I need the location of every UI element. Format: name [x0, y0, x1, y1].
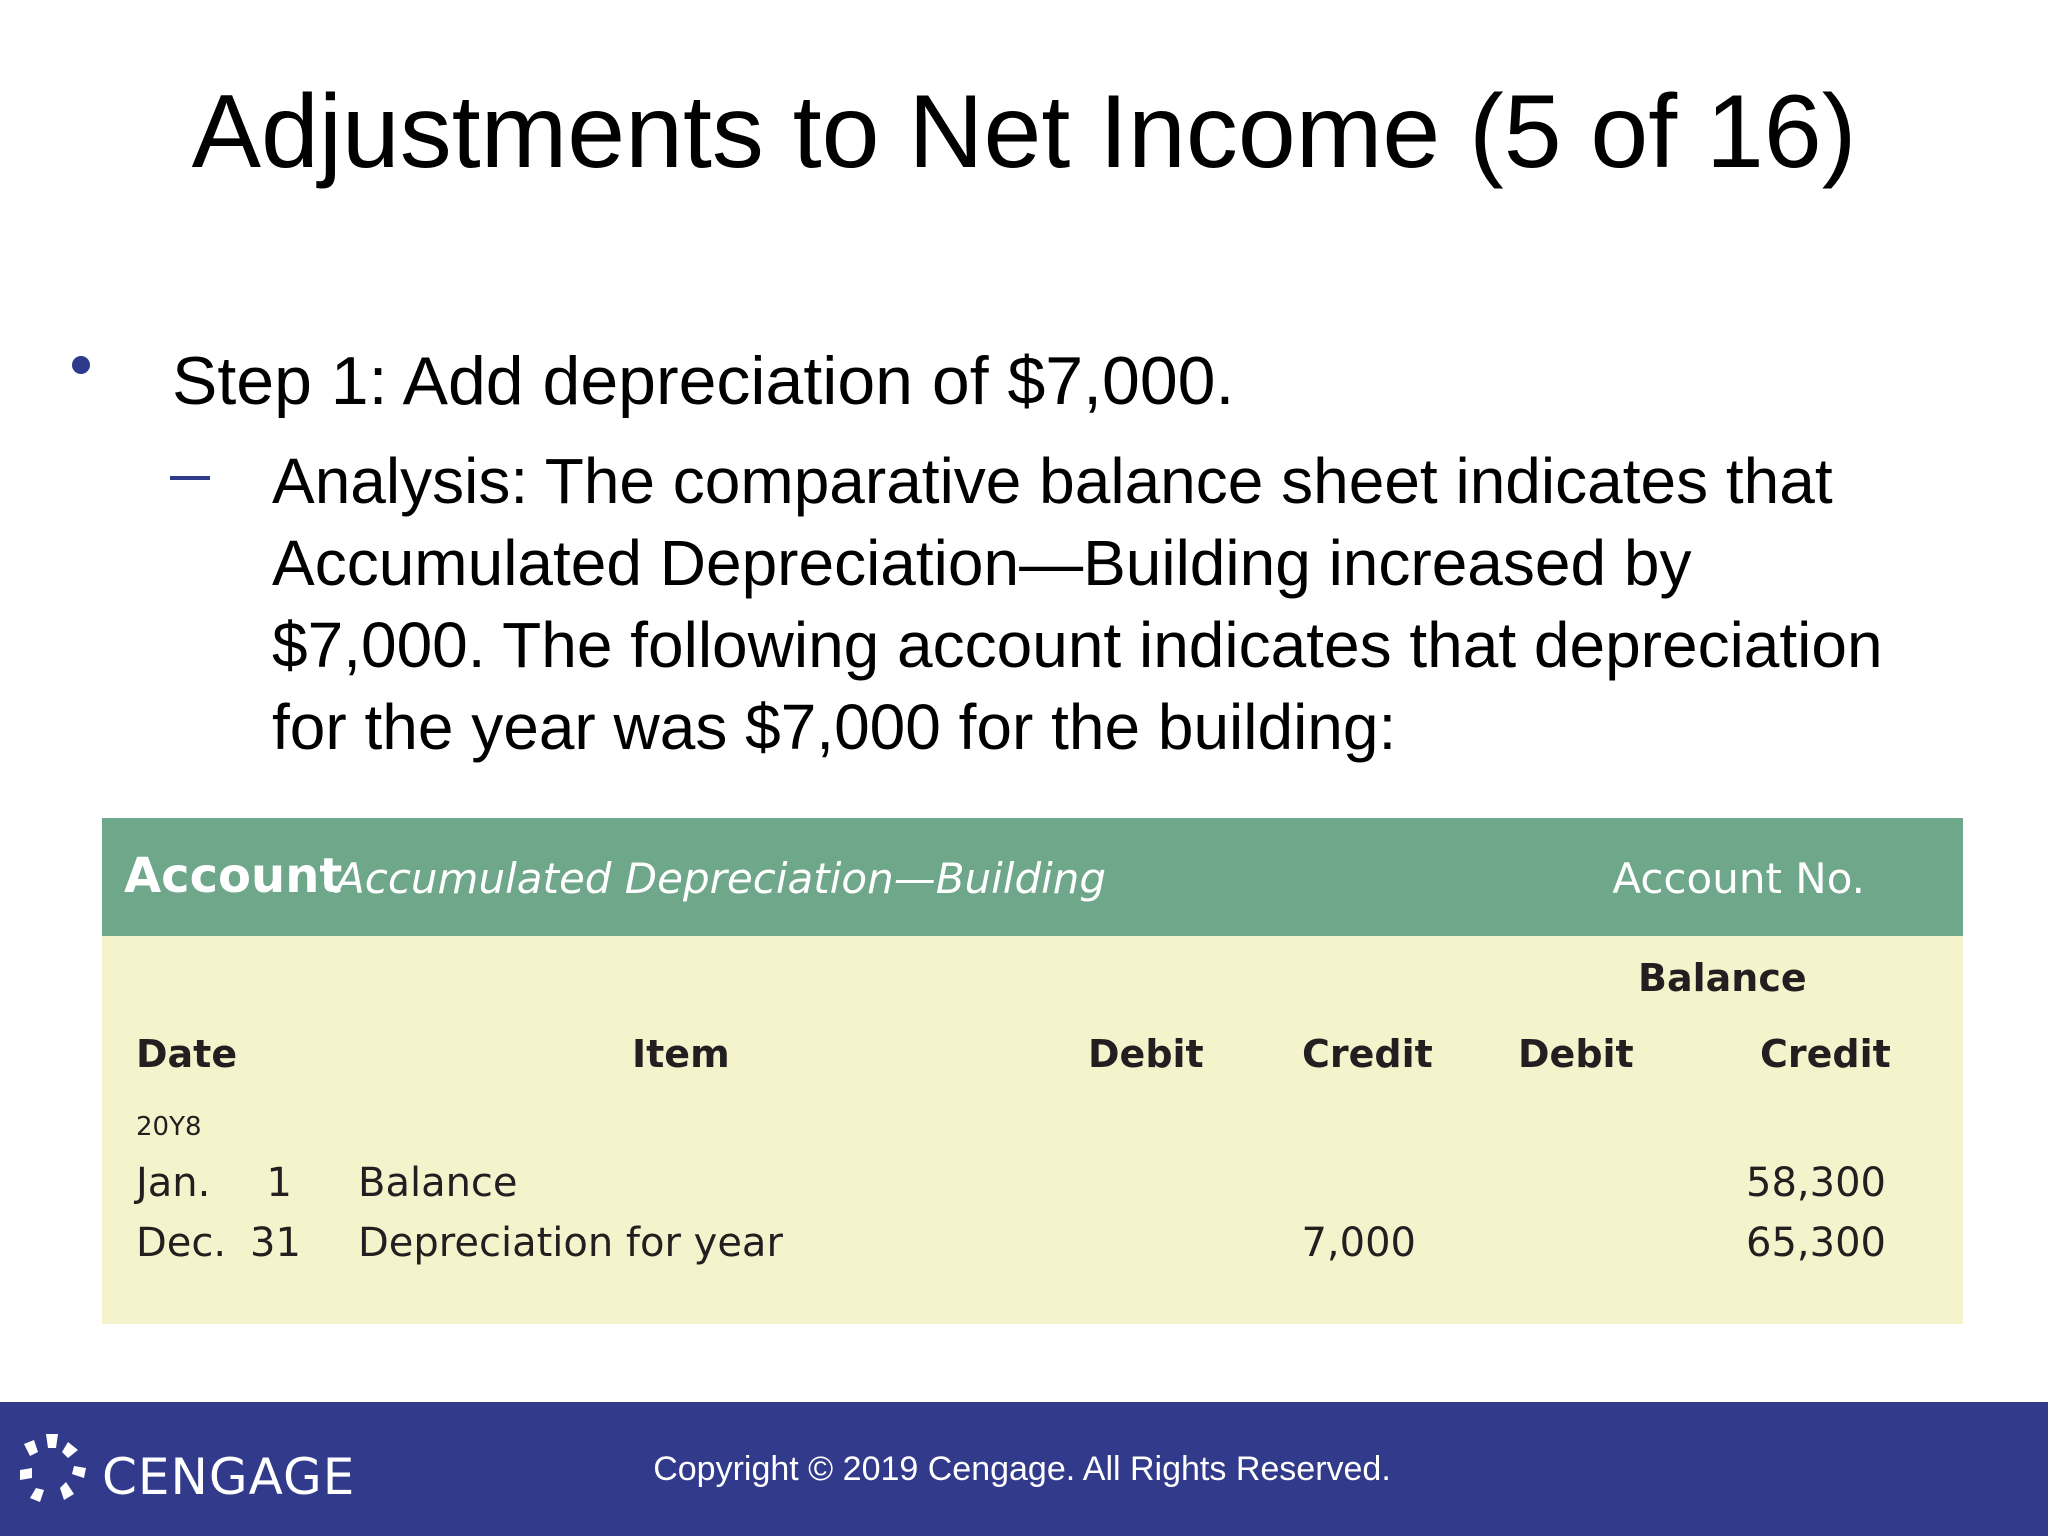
sub-bullet-line: for the year was $7,000 for the building: [272, 691, 1397, 763]
column-header-item: Item [632, 1032, 730, 1076]
row-month: Dec. [136, 1220, 227, 1266]
row-balance-credit: 58,300 [1746, 1160, 1886, 1206]
balance-header: Balance [1638, 956, 1807, 1000]
sub-bullet-line: Accumulated Depreciation—Building increased by [272, 527, 1692, 599]
account-no-label: Account No. [1612, 854, 1865, 903]
column-header-date: Date [136, 1032, 238, 1076]
row-day: 1 [266, 1160, 292, 1206]
account-label: Account [124, 848, 343, 904]
account-name: Accumulated Depreciation—Building [336, 854, 1107, 903]
row-balance-credit: 65,300 [1746, 1220, 1886, 1266]
sub-bullet-line: Analysis: The comparative balance sheet indicates that [272, 445, 1833, 517]
ledger-year: 20Y8 [136, 1112, 202, 1142]
logo-text: CENGAGE [102, 1448, 356, 1506]
row-day: 31 [250, 1220, 301, 1266]
sub-bullet-line: $7,000. The following account indicates that depreciation [272, 609, 1883, 681]
ledger-header [102, 818, 1963, 936]
row-item: Balance [358, 1160, 518, 1206]
slide-title: Adjustments to Net Income (5 of 16) [191, 74, 1857, 190]
ledger-account-table [102, 818, 1963, 1324]
column-header-balance-debit: Debit [1518, 1032, 1634, 1076]
bullet-text: Step 1: Add depreciation of $7,000. [172, 343, 1235, 419]
row-month: Jan. [136, 1160, 211, 1206]
sub-bullet-marker [170, 476, 210, 480]
row-item: Depreciation for year [358, 1220, 783, 1266]
column-header-debit: Debit [1088, 1032, 1204, 1076]
column-header-balance-credit: Credit [1760, 1032, 1891, 1076]
bullet-marker [72, 356, 90, 374]
column-header-credit: Credit [1302, 1032, 1433, 1076]
sub-bullet-text [272, 440, 2012, 768]
copyright-text: Copyright © 2019 Cengage. All Rights Reserved. [653, 1450, 1391, 1488]
row-credit: 7,000 [1301, 1220, 1416, 1266]
slide-footer [0, 1402, 2048, 1536]
